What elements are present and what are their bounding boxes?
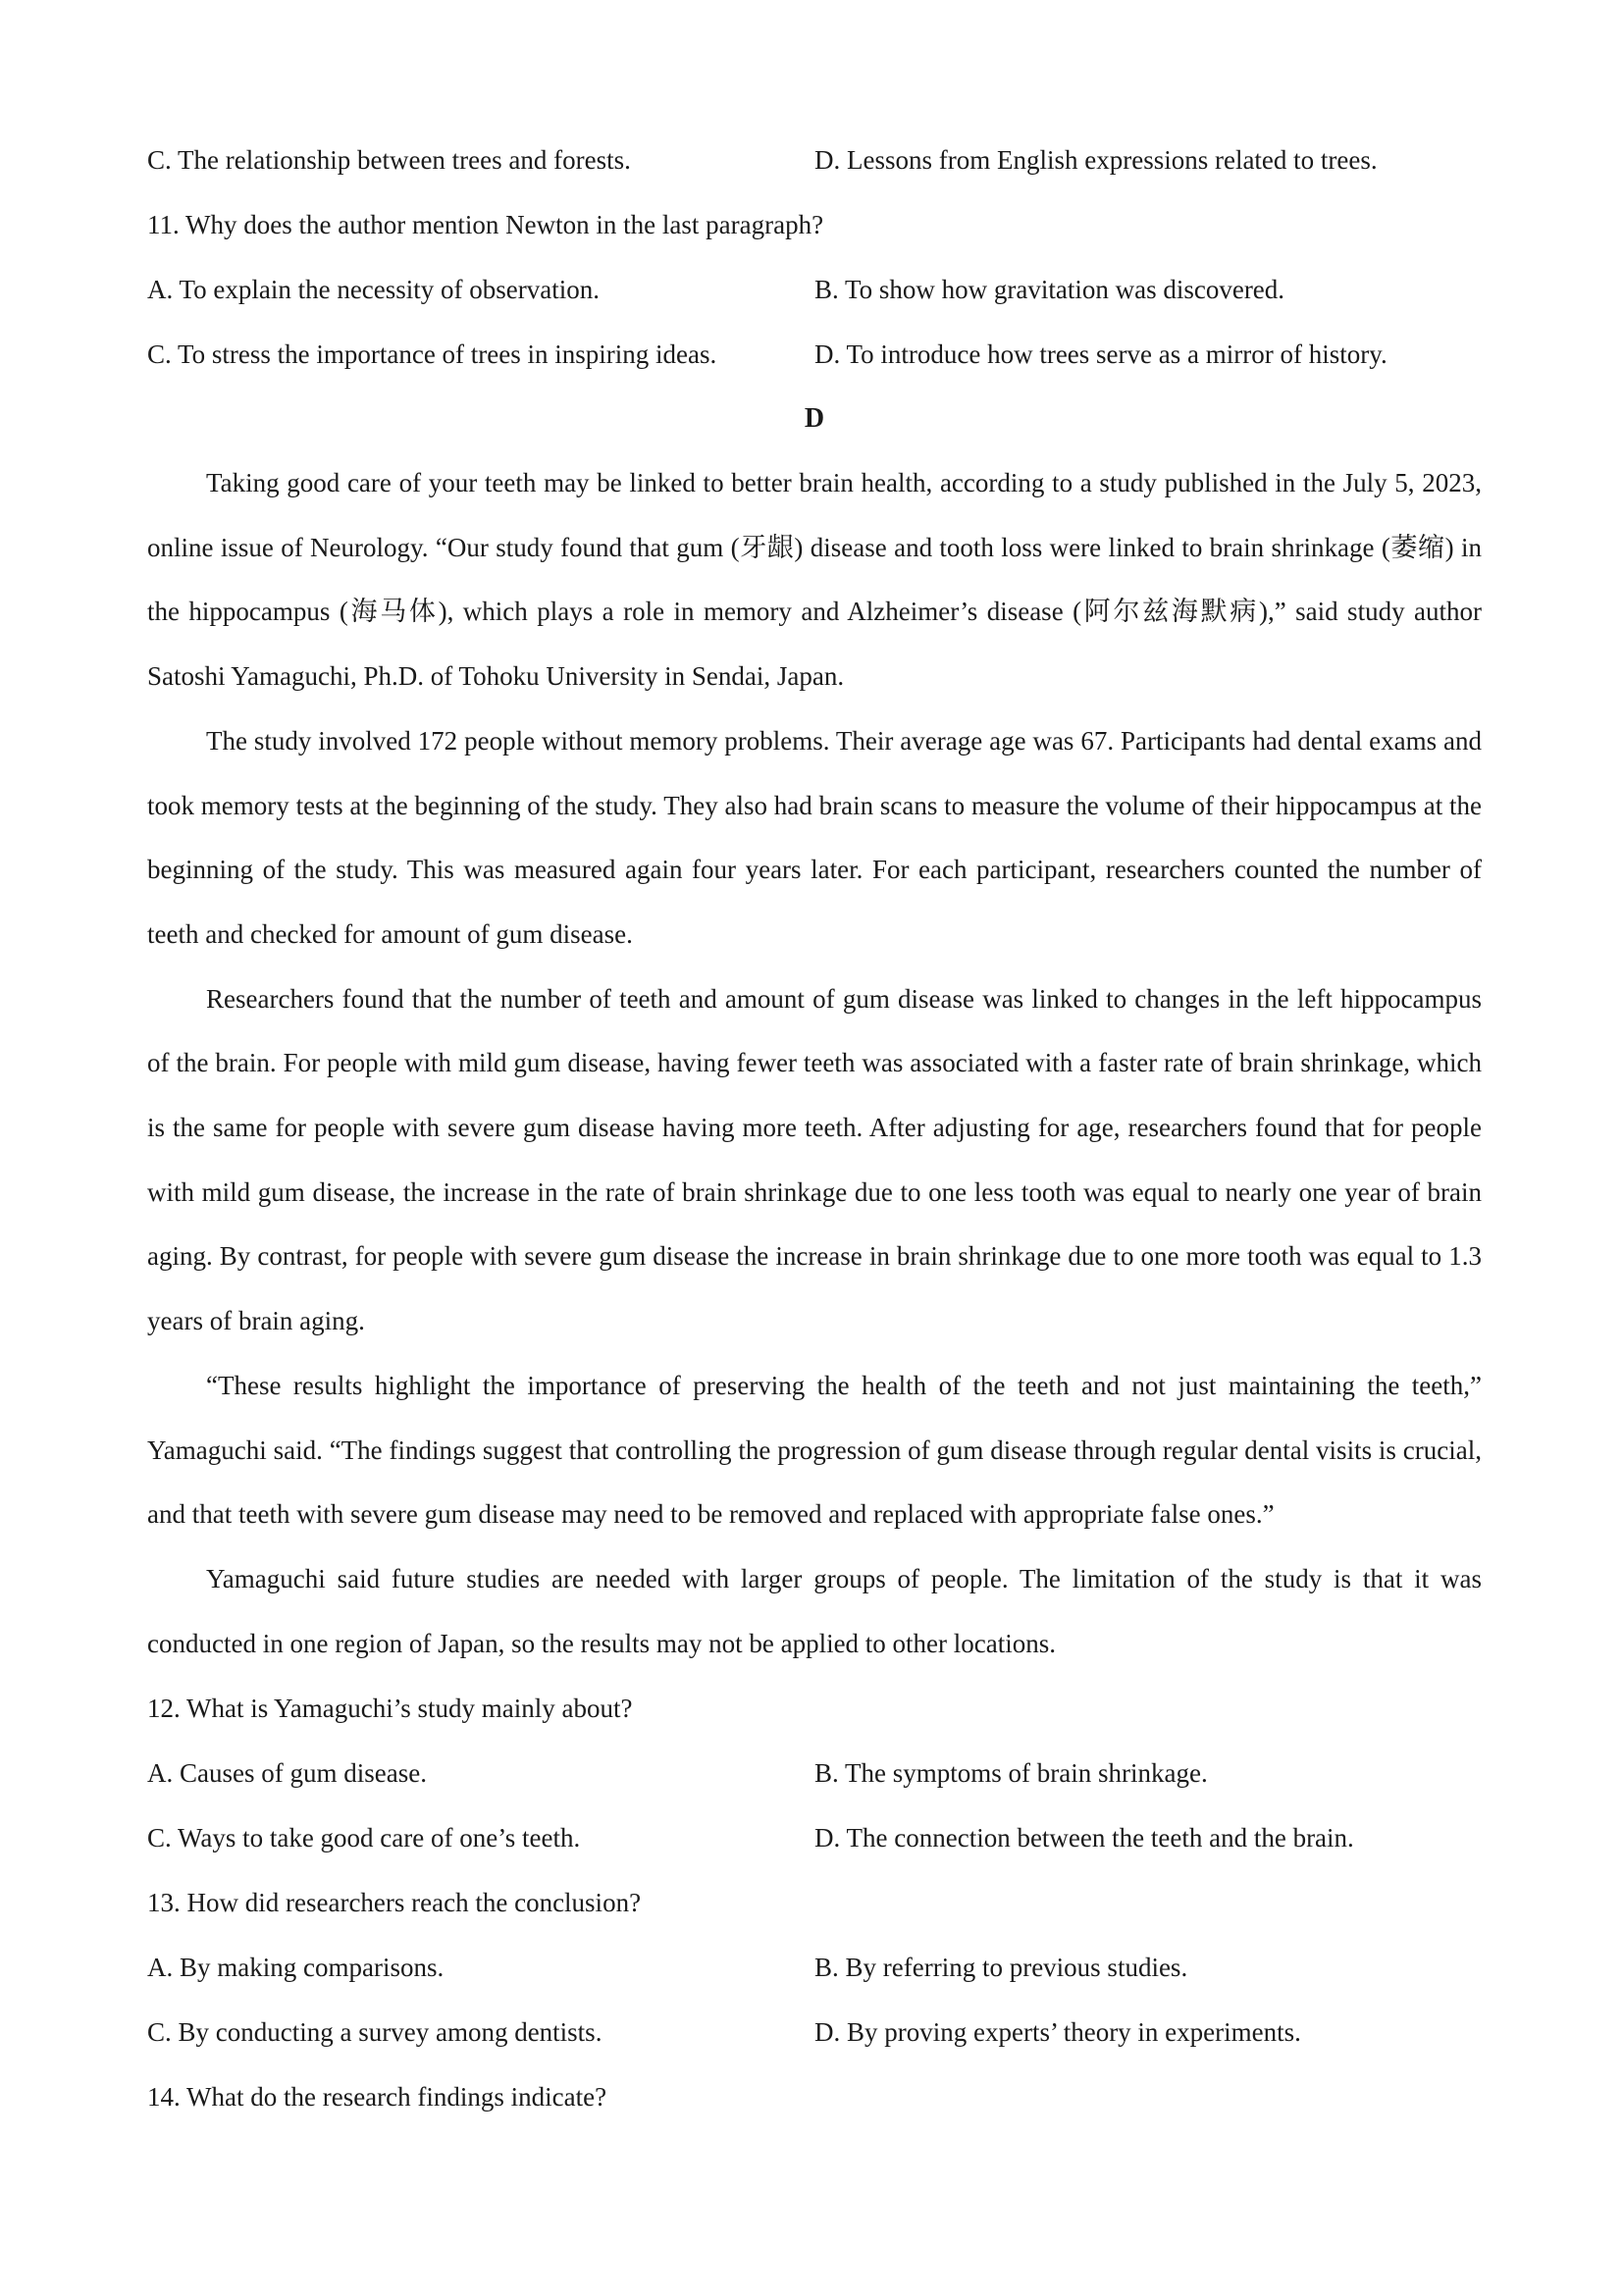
- q13-option-c: C. By conducting a survey among dentists.: [147, 2017, 602, 2048]
- question-11: 11. Why does the author mention Newton in the last paragraph?: [147, 210, 824, 239]
- q11-option-d: D. To introduce how trees serve as a mirror of history.: [814, 339, 1387, 369]
- section-heading-d: D: [804, 403, 825, 434]
- q13-options-row-cd: [147, 2000, 1482, 2064]
- passage-paragraph-1: Taking good care of your teeth may be linked to better brain health, according to a study published in the July 5, 2023, online issue of Neurology. “Our study found that gum (牙龈) disease and tooth loss were linked to brain shrinkage (萎缩) in the hippocampus (海马体), which plays a role in memory and Alzheimer’s disease (阿尔兹海默病),” said study author Satoshi Yamaguchi, Ph.D. of Tohoku University in Sendai, Japan.: [147, 468, 1482, 692]
- q12-option-c: C. Ways to take good care of one’s teeth.: [147, 1823, 581, 1853]
- q12-option-b: B. The symptoms of brain shrinkage.: [814, 1758, 1208, 1789]
- question-14: 14. What do the research findings indicate?: [147, 2082, 607, 2113]
- q10-option-c: C. The relationship between trees and forests.: [147, 145, 631, 175]
- q11-options-row-cd: [147, 322, 1482, 387]
- q13-option-a: A. By making comparisons.: [147, 1953, 445, 1983]
- q10-options-row-cd: [147, 128, 1482, 192]
- q11-option-a: A. To explain the necessity of observation.: [147, 275, 601, 304]
- question-13: 13. How did researchers reach the conclusion?: [147, 1888, 642, 1918]
- passage-paragraph-4: “These results highlight the importance of preserving the health of the teeth and not just maintaining the teeth,” Yamaguchi said. “The findings suggest that controlling the progression of gum disease through regular dental visits is crucial, and that teeth with severe gum disease may need to be removed and replaced with appropriate false ones.”: [147, 1370, 1482, 1530]
- question-12: 12. What is Yamaguchi’s study mainly about?: [147, 1694, 633, 1724]
- q12-option-a: A. Causes of gum disease.: [147, 1758, 427, 1789]
- q13-option-d: D. By proving experts’ theory in experiments.: [814, 2017, 1301, 2048]
- document-page: [147, 128, 1482, 2129]
- passage-paragraph-2: The study involved 172 people without memory problems. Their average age was 67. Participants had dental exams and took memory tests at the beginning of the study. They also had brain scans to measure the volume of their hippocampus at the beginning of the study. This was measured again four years later. For each participant, researchers counted the number of teeth and checked for amount of gum disease.: [147, 725, 1482, 949]
- q13-options-row-ab: [147, 1935, 1482, 2000]
- q11-options-row-ab: [147, 257, 1482, 322]
- q12-option-d: D. The connection between the teeth and the brain.: [814, 1823, 1354, 1853]
- q10-option-d: D. Lessons from English expressions related to trees.: [814, 145, 1378, 175]
- passage-paragraph-5: Yamaguchi said future studies are needed with larger groups of people. The limitation of the study is that it was conducted in one region of Japan, so the results may not be applied to other locations.: [147, 1563, 1482, 1658]
- q13-option-b: B. By referring to previous studies.: [814, 1953, 1188, 1983]
- q12-options-row-ab: [147, 1741, 1482, 1805]
- q12-options-row-cd: [147, 1805, 1482, 1870]
- passage-paragraph-3: Researchers found that the number of teeth and amount of gum disease was linked to changes in the left hippocampus of the brain. For people with mild gum disease, having fewer teeth was associated with a faster rate of brain shrinkage, which is the same for people with severe gum disease having more teeth. After adjusting for age, researchers found that for people with mild gum disease, the increase in the rate of brain shrinkage due to one less tooth was equal to nearly one year of brain aging. By contrast, for people with severe gum disease the increase in brain shrinkage due to one more tooth was equal to 1.3 years of brain aging.: [147, 983, 1482, 1336]
- q11-option-c: C. To stress the importance of trees in inspiring ideas.: [147, 339, 717, 369]
- q11-option-b: B. To show how gravitation was discovered.: [814, 275, 1285, 304]
